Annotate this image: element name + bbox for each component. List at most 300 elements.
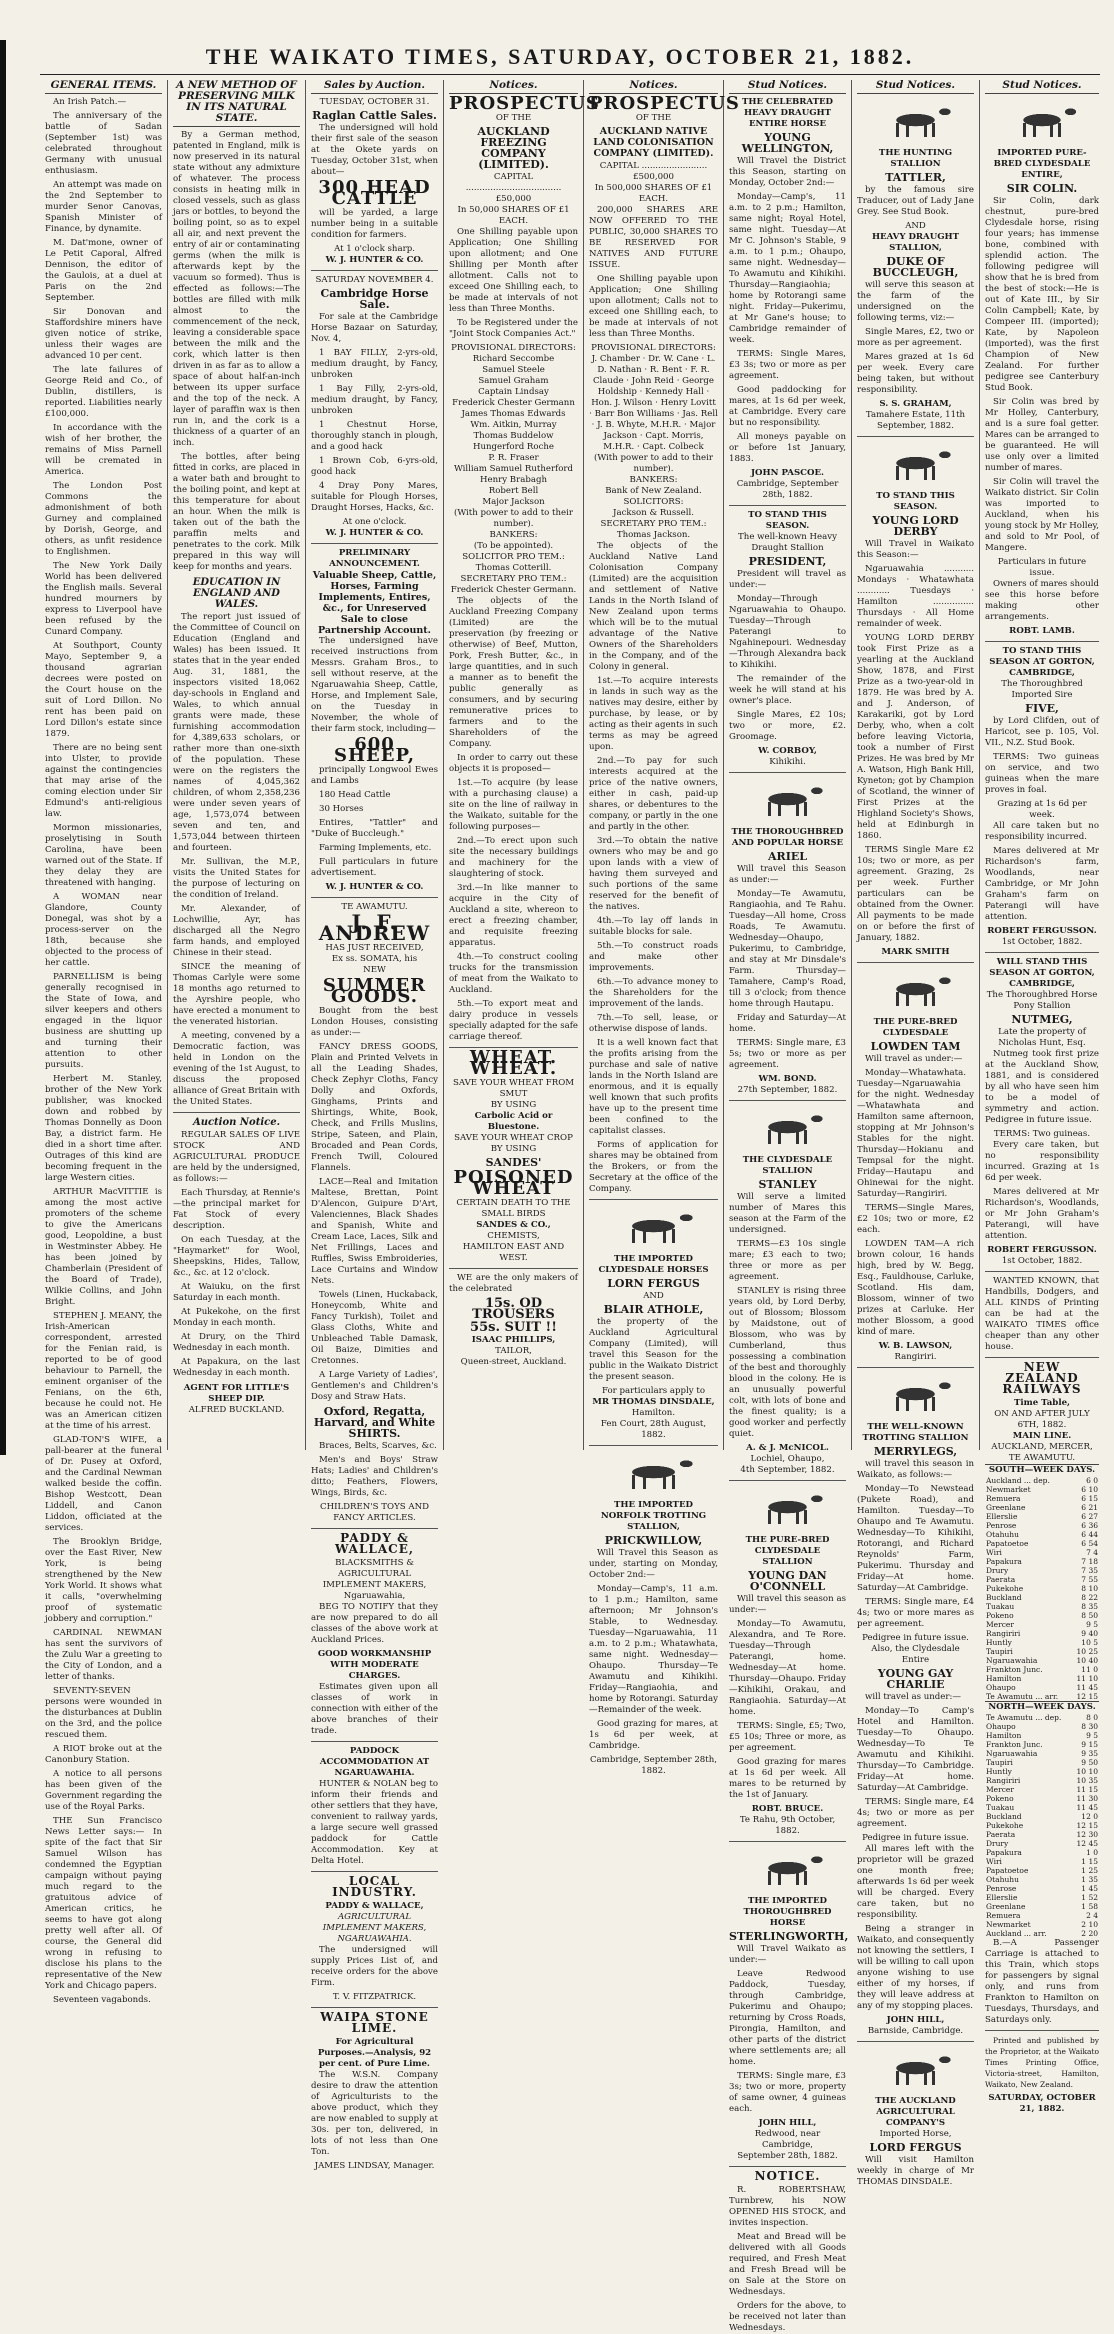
news-item: At Southport, County Mayo, September 9, a thousand agrarian decrees were posted on the Court house on the suit of Lord Dillon. No rent has been paid on Lord Dillon's estate since 1879. bbox=[45, 641, 162, 739]
stallion-terms: TERMS: Single mare, £3 5s; two or more as per agreement. bbox=[729, 1038, 846, 1070]
stallion-text: by Lord Clifden, out of Haricot, see p. 105, Vol. VII., N.Z. Stud Book. bbox=[985, 716, 1099, 748]
and-line: AND bbox=[643, 1291, 664, 1301]
timetable-row bbox=[985, 1521, 1099, 1530]
prospectus-text: (With power to add to their number). bbox=[454, 508, 573, 529]
stallion-name: FIVE, bbox=[1025, 702, 1059, 715]
timetable-row bbox=[985, 1794, 1099, 1803]
stallion-name: STERLINGWORTH, bbox=[729, 1930, 849, 1943]
prospectus-heading: PROSPECTUS bbox=[449, 93, 600, 114]
station-name: Ellerslie bbox=[986, 1512, 1018, 1521]
station-name: Mercer bbox=[986, 1785, 1014, 1794]
station-name: Pukekohe bbox=[986, 1821, 1024, 1830]
departure-time: 10 40 bbox=[1076, 1656, 1098, 1665]
departure-time: 6 54 bbox=[1081, 1539, 1098, 1548]
dateline: Kihikihi. bbox=[769, 757, 806, 767]
wheat-text: SAVE YOUR WHEAT CROP bbox=[454, 1133, 573, 1143]
news-item: STEPHEN J. MEANY, the Irish-American correspondent, arrested for the Fenian raid, is reported to be of good behaviour to Parnell, the eminent organiser of the Fenians, on the 6th, because he could not. He was an American citizen at the time of his arrest. bbox=[45, 1311, 162, 1431]
auction-item: Each Thursday, at Rennie's—the principal market for Fat Stock of every description. bbox=[173, 1188, 300, 1231]
stallion-text: LOWDEN TAM—A rich brown colour, 16 hands high, bred by W. Begg, Esq., Fauldhouse, Carluke, Scotland. His dam, Blossom, winner of two prizes at Carluke. Her mother Blossom, a good kind of mare. bbox=[857, 1239, 974, 1337]
director-name: Wm. Aitkin, Murray bbox=[470, 420, 557, 430]
stock-list-item: Farming Implements, etc. bbox=[319, 843, 432, 853]
departure-time: 11 45 bbox=[1076, 1683, 1098, 1692]
timetable-date: ON AND AFTER JULY 6TH, 1882. bbox=[994, 1409, 1090, 1430]
horse-illustration bbox=[735, 777, 840, 823]
director-name: James Thomas Edwards bbox=[461, 409, 566, 419]
director-name: Samuel Graham bbox=[478, 376, 549, 386]
station-name: Remuera bbox=[986, 1911, 1021, 1920]
general-items-body bbox=[45, 97, 162, 2006]
signature: MARK SMITH bbox=[881, 947, 950, 957]
sale-time: At 1 o'clock sharp. bbox=[334, 244, 415, 254]
business-slogan: GOOD WORKMANSHIP WITH MODERATE CHARGES. bbox=[317, 1649, 432, 1681]
sale-list-item: 1 BAY FILLY, 2-yrs-old, medium draught, by Fancy, unbroken bbox=[311, 348, 438, 380]
timetable-row bbox=[985, 1593, 1099, 1602]
article-paragraph: The bottles, after being fitted in corks, are placed in a water bath and brought to the boiling point, and kept at this temperature for about an hour. When the milk is taken out of the bath the paraffin melts and penetrates to the cork. Milk prepared in this way will keep for months and years. bbox=[173, 452, 300, 572]
divider bbox=[857, 436, 974, 437]
news-item: A WOMAN near Glandore, County Donegal, was shot by a process-server on the 18th, because she objected to the process of her cattle. bbox=[45, 892, 162, 968]
stallion-text: Being a stranger in Waikato, and consequently not knowing the settlers, I will be willing to call upon anyone wishing to use either of my horses, if they will leave address at any of my stopping places. bbox=[857, 1924, 975, 2011]
objects-list bbox=[589, 676, 718, 1035]
stallion-route: Monday—Camp's, 11 a.m. to 1 p.m.; Hamilton, same afternoon; Mr Johnson's Stable, to Wednesday. Tuesday—Ngaruawahia, 11 a.m. to 2 p.m.; Whatawhata, same night. Wednesday—Ohaupo. Thursday—Te Awamutu and Kihikihi. Friday—Rangiaohia, and home by Rotorangi. Saturday—Remainder of the week. bbox=[589, 1584, 718, 1715]
signature: ROBT. LAMB. bbox=[1009, 626, 1075, 636]
divider bbox=[857, 1367, 974, 1368]
station-name: Newmarket bbox=[986, 1485, 1031, 1494]
departure-time: 10 35 bbox=[1076, 1776, 1098, 1785]
stallion-text: Good grazing for mares, at 1s 6d per week, at Cambridge. bbox=[589, 1719, 718, 1751]
divider bbox=[311, 897, 438, 898]
object-item: 6th.—To advance money to the Shareholders for the improvement of the lands. bbox=[589, 977, 718, 1009]
north-heading: NORTH—WEEK DAYS. bbox=[985, 1701, 1099, 1713]
stallion-route: Monday—Te Awamutu, Rangiaohia, and Te Rahu. Tuesday—All home, Cross Roads, Te Awamutu. Wednesday—Ohaupo, Pukerimu, to Cambridge, and stay at Mr Dinsdale's Farm. Thursday—Tamahere, Camp's Road, till 3 o'clock; from thence home through Hautapu. bbox=[729, 889, 846, 1009]
stallion-route: Monday—Camp's, 11 a.m. to 2 p.m.; Hamilton, same night; Royal Hotel, same night. Tuesday—At Mr C. Johnson's Stable, 9 a.m. to 1 p.m.; Ohaupo, same night. Wednesday—To Awamutu and Kihikihi. Thursday—Rangiaohia; home by Rotorangi same night. Friday—Pukerimu, at Mr Gane's house; to Cambridge remainder of week. bbox=[729, 192, 846, 345]
timetable-row bbox=[985, 1812, 1099, 1821]
new-label: NEW bbox=[363, 965, 386, 975]
timetable-note: B.—A Passenger Carriage is attached to this Train, which stops for passengers by signal only, and runs from Frankton to Hamilton on Tuesdays, Thursdays, and Saturdays only. bbox=[985, 1938, 1099, 2025]
departure-time: 12 15 bbox=[1076, 1821, 1098, 1830]
wheat-text: BY USING bbox=[490, 1144, 537, 1154]
merchant-name: J. F. ANDREW bbox=[318, 910, 431, 945]
object-item: 1st.—To acquire (by lease with a purchasing clause) a site on the line of railway in the Waikato, suitable for the following purposes— bbox=[449, 778, 578, 832]
directors-heading: PROVISIONAL DIRECTORS: bbox=[451, 343, 576, 353]
timetable-row bbox=[985, 1767, 1099, 1776]
station-name: Buckland bbox=[986, 1593, 1022, 1602]
imprint: Printed and published by the Proprietor, at the Waikato Times Printing Office, Victoria-street, Hamilton, Waikato, New Zealand. bbox=[985, 2036, 1099, 2089]
departure-time: 7 4 bbox=[1086, 1548, 1098, 1557]
signature: JOHN PASCOE. bbox=[750, 468, 825, 478]
objects-list bbox=[449, 778, 578, 1043]
news-item: Mormon missionaries, proselytising in South Carolina, have been warned out of the State. If they delay they are threatened with hanging. bbox=[45, 823, 162, 888]
stallion-terms: TERMS—£3 10s single mare; £3 each to two; three or more as per agreement. bbox=[729, 1239, 846, 1282]
business-name: PADDY & WALLACE, bbox=[325, 1901, 424, 1911]
company-name: AUCKLAND FREEZING COMPANY (LIMITED). bbox=[477, 125, 550, 171]
column-head: Stud Notices. bbox=[729, 80, 846, 94]
timetable-row bbox=[985, 1674, 1099, 1683]
announcement-title: Valuable Sheep, Cattle, Horses, Farming Implements, Entires, &c., for Unreserved Sale to close Partnership Account. bbox=[312, 570, 437, 636]
station-name: Newmarket bbox=[986, 1920, 1031, 1929]
column-stud-notices-2 bbox=[852, 79, 980, 2187]
business-trade: AGRICULTURAL IMPLEMENT MAKERS, NGARUAWAHIA. bbox=[322, 1912, 427, 1944]
departure-time: 6 36 bbox=[1081, 1521, 1098, 1530]
departure-time: 9 50 bbox=[1081, 1758, 1098, 1767]
column-stud-notices-3 bbox=[980, 79, 1104, 2114]
departure-time: 7 18 bbox=[1081, 1557, 1098, 1566]
wheat-text: CERTAIN DEATH TO THE SMALL BIRDS bbox=[456, 1198, 571, 1219]
horse-illustration bbox=[863, 2046, 968, 2092]
station-name: Papakura bbox=[986, 1557, 1022, 1566]
stallion-text: Will Travel in Waikato this Season:— bbox=[857, 539, 974, 560]
station-name: Penrose bbox=[986, 1884, 1017, 1893]
business-location: Queen-street, Auckland. bbox=[460, 1357, 567, 1367]
contact-location: Hamilton. bbox=[631, 1408, 676, 1418]
horse-sale-list bbox=[311, 348, 438, 514]
news-item: Sir Donovan and Staffordshire miners have given notice of strike, unless their wages are advanced 10 per cent. bbox=[45, 307, 162, 361]
secretary-value: Thomas Jackson. bbox=[616, 530, 691, 540]
horse-illustration bbox=[595, 1450, 711, 1496]
station-name: Taupiri bbox=[986, 1758, 1013, 1767]
station-name: Drury bbox=[986, 1839, 1009, 1848]
stallion-text: Will Travel this Season as under, starting on Monday, October 2nd:— bbox=[589, 1548, 718, 1580]
departure-time: 12 45 bbox=[1076, 1839, 1098, 1848]
stallion-text: The well-known Heavy Draught Stallion bbox=[738, 532, 837, 553]
news-item: The late failures of George Reid and Co., of Dublin, distillers, is reported. Liabilities nearly £100,000. bbox=[45, 365, 162, 419]
auction-item: At Drury, on the Third Wednesday in each month. bbox=[173, 1332, 300, 1353]
station-name: Ngaruawahia bbox=[986, 1749, 1038, 1758]
prospectus-text: To be Registered under the "Joint Stock Companies Act." bbox=[449, 318, 578, 339]
secretary-heading: SECRETARY PRO TEM.: bbox=[600, 519, 707, 529]
station-name: Rangiriri bbox=[986, 1629, 1021, 1638]
stallion-route: Monday—Whatawhata. Tuesday—Ngaruawahia for the night. Wednesday—Whatawhata and Hamilton same afternoon, stopping at Mr Johnson's Stables for the night. Thursday—Hokianu and Tempsal for the night. Friday—Hautapu and Ohinewai for the night. Saturday—Rangiriri. bbox=[857, 1068, 974, 1199]
divider bbox=[729, 2166, 846, 2167]
station-name: Te Awamutu ... arr. bbox=[986, 1692, 1059, 1701]
stallion-text: Will travel as under:— bbox=[865, 1054, 963, 1064]
station-name: Tuakau bbox=[986, 1803, 1015, 1812]
stallion-heading: THE THOROUGHBRED AND POPULAR HORSE bbox=[731, 827, 844, 848]
stallion-name: BLAIR ATHOLE, bbox=[603, 1303, 704, 1316]
goods-text: FANCY DRESS GOODS, Plain and Printed Velvets in all the Leading Shades, Check Zephyr Cloths, Fancy Dolly and Oxfords, Ginghams, Prints and Shirtings, White, Book, Check, and Frills Muslins, Stripe, Sateen, and Plain, Brocaded and Pean Cords, French Twill, Coloured Flannels. bbox=[311, 1042, 438, 1173]
prospectus-text: 200,000 SHARES ARE NOW OFFERED TO THE PUBLIC, 30,000 SHARES TO BE RESERVED FOR NATIVES AND FUTURE ISSUE. bbox=[589, 205, 718, 270]
bankers-heading: BANKERS: bbox=[489, 530, 538, 540]
stallion-text: For particulars apply to bbox=[602, 1386, 705, 1396]
stallion-route: Monday—To Camp's Hotel and Hamilton. Tuesday—To Ohaupo. Wednesday—To Te Awamutu and Kihikihi. Thursday—To Cambridge. Friday—At home. Saturday—At Cambridge. bbox=[857, 1706, 974, 1793]
dateline: Redwood, near Cambridge, bbox=[754, 2129, 821, 2150]
timetable-row bbox=[985, 1929, 1099, 1938]
timetable-row bbox=[985, 1911, 1099, 1920]
station-name: Hamilton bbox=[986, 1731, 1022, 1740]
timetable-row bbox=[985, 1620, 1099, 1629]
wheat-text: BY USING bbox=[490, 1100, 537, 1110]
news-item: Herbert M. Stanley, brother of the New York publisher, was knocked down and robbed by Thomas Donnelly as Doon Bay, a district farm. He died in a short time after. Outrages of this kind are becoming frequent in the large Western cities. bbox=[45, 1074, 162, 1183]
station-name: Greenlane bbox=[986, 1503, 1026, 1512]
sale-title: Raglan Cattle Sales. bbox=[312, 109, 437, 122]
auction-item: At Papakura, on the last Wednesday in each month. bbox=[173, 1357, 300, 1378]
shirts-line: Oxford, Regatta, Harvard, and White SHIRTS. bbox=[313, 1405, 436, 1440]
goods-text: Men's and Boys' Straw Hats; Ladies' and Children's ditto; Feathers, Flowers, Wings, Birds, &c. bbox=[311, 1455, 438, 1498]
horse-illustration bbox=[863, 967, 968, 1013]
departure-time: 1 45 bbox=[1081, 1884, 1098, 1893]
stallion-text: Will visit Hamilton weekly in charge of Mr THOMAS DINSDALE. bbox=[857, 2155, 974, 2187]
director-name: Thomas Buddelow bbox=[473, 431, 554, 441]
divider bbox=[985, 641, 1099, 642]
stallion-text: Sir Colin, dark chestnut, pure-bred Clydesdale horse, rising four years; has immense bone, combined with splendid action. The following pedigree will show that he is bred from the best of stock:—He is out of Kate III., by Sir Colin Campbell; Kate, by Compeer III. (imported); Kate, by Napoleon (imported), was the first Champion of New Zealand. For further pedigree see Canterbury Stud Book. bbox=[985, 196, 1099, 393]
route-label: AUCKLAND, MERCER, TE AWAMUTU. bbox=[991, 1442, 1093, 1463]
timetable-row bbox=[985, 1503, 1099, 1512]
departure-time: 1 15 bbox=[1081, 1857, 1098, 1866]
stallion-text: The remainder of the week he will stand at his owner's place. bbox=[729, 674, 846, 706]
station-name: Pokeno bbox=[986, 1611, 1014, 1620]
timetable-row bbox=[985, 1920, 1099, 1929]
lime-subheading: For Agricultural Purposes.—Analysis, 92 per cent. of Pure Lime. bbox=[317, 2037, 432, 2069]
object-item: 3rd.—To obtain the native owners who may be and go upon lands with a view of having them surveyed and such portions of the same reserved for the benefit of the natives. bbox=[589, 836, 718, 912]
news-item: In accordance with the wish of her brother, the remains of Miss Parnell will be cremated in America. bbox=[45, 423, 162, 477]
sale-list-item: 1 Brown Cob, 6-yrs-old, good hack bbox=[311, 456, 438, 477]
summer-goods-heading: SUMMER GOODS. bbox=[322, 975, 427, 1007]
departure-time: 6 27 bbox=[1081, 1512, 1098, 1521]
stallion-heading: HEAVY DRAUGHT STALLION, bbox=[871, 232, 960, 253]
departure-time: 6 10 bbox=[1081, 1485, 1098, 1494]
departure-time: 7 55 bbox=[1081, 1575, 1098, 1584]
column-head: Notices. bbox=[589, 80, 718, 94]
stallion-heading: THE PURE-BRED CLYDESDALE STALLION bbox=[745, 1535, 830, 1567]
horse-illustration bbox=[863, 441, 968, 487]
departure-time: 2 4 bbox=[1086, 1911, 1098, 1920]
article-paragraph: SINCE the meaning of Thomas Carlyle were some 18 months ago returned to the Ayrshire people, who have erected a monument to the venerated historian. bbox=[173, 962, 300, 1027]
news-item: An attempt was made on the 2nd September to murder Senor Canovas, Spanish Minister of Finance, by dynamite. bbox=[45, 180, 162, 234]
timetable-row bbox=[985, 1611, 1099, 1620]
column-notices-freezing bbox=[444, 79, 600, 1450]
news-item: A RIOT broke out at the Canonbury Station. bbox=[45, 1744, 162, 1765]
education-body bbox=[173, 612, 300, 1108]
dateline: Cambridge, September 28th, 1882. bbox=[736, 479, 839, 500]
south-timetable bbox=[985, 1476, 1099, 1701]
stallion-heading: THE AUCKLAND AGRICULTURAL COMPANY'S bbox=[875, 2096, 956, 2128]
paddock-text: HUNTER & NOLAN beg to inform their friends and other settlers that they have, convenient to railway yards, a large secure well grassed paddock for Cattle Accommodation. Key at Delta Hotel. bbox=[311, 1779, 438, 1866]
contact-name: MR THOMAS DINSDALE, bbox=[592, 1397, 715, 1407]
stallion-text: will serve this season at the farm of the undersigned on the following terms, viz:— bbox=[857, 280, 974, 323]
notice-text: Orders for the above, to be received not later than Wednesdays. bbox=[729, 2301, 846, 2333]
divider bbox=[311, 1871, 438, 1872]
divider bbox=[589, 1199, 718, 1200]
stallion-text: by the famous sire Traducer, out of Lady Jane Grey. See Stud Book. bbox=[857, 185, 974, 217]
prospectus-text: Forms of application for shares may be obtained from the Brokers, or from the Secretary at the office of the Company. bbox=[589, 1140, 718, 1194]
sale-title: Cambridge Horse Sale. bbox=[320, 287, 429, 311]
object-item: 4th.—To construct cooling trucks for the transmission of meat from the Waikato to Auckland. bbox=[449, 952, 578, 995]
column-head: Sales by Auction. bbox=[311, 80, 438, 94]
departure-time: 1 0 bbox=[1086, 1848, 1098, 1857]
horse-illustration bbox=[595, 1204, 711, 1250]
timetable-row bbox=[985, 1758, 1099, 1767]
departure-time: 1 58 bbox=[1081, 1902, 1098, 1911]
timetable-row bbox=[985, 1602, 1099, 1611]
stallion-name: PRESIDENT, bbox=[748, 555, 827, 568]
director-name: Major Jackson bbox=[482, 497, 545, 507]
news-item: ARTHUR MacVITTIE is among the most active promoters of the scheme to give the Americans good, Leopoldine, a bust in Westminster Abbey. He has been joined by Chamberlain (President of the Board of Trade), Wilkie Collins, and John Bright. bbox=[45, 1187, 162, 1307]
stallion-name: SIR COLIN. bbox=[1006, 182, 1078, 195]
timetable-row bbox=[985, 1629, 1099, 1638]
signature: ROBT. BRUCE. bbox=[751, 1804, 824, 1814]
directors-heading: PROVISIONAL DIRECTORS: bbox=[591, 343, 716, 353]
divider bbox=[729, 1480, 846, 1481]
stallion-text: Grazing at 1s 6d per week. bbox=[997, 799, 1087, 820]
announcement-text: Full particulars in future advertisement. bbox=[311, 857, 438, 878]
station-name: Huntly bbox=[986, 1767, 1012, 1776]
departure-time: 8 22 bbox=[1081, 1593, 1098, 1602]
timetable-row bbox=[985, 1902, 1099, 1911]
director-name: Captain Lindsay bbox=[478, 387, 549, 397]
director-name: William Samuel Rutherford bbox=[453, 464, 574, 474]
object-item: 1st.—To acquire interests in lands in such way as the natives may desire, either by purchase, by lease, or by acting as their agents in such terms as may be agreed upon. bbox=[589, 676, 718, 752]
sale-text: For sale at the Cambridge Horse Bazaar on Saturday, Nov. 4, bbox=[311, 312, 438, 344]
station-name: Buckland bbox=[986, 1812, 1022, 1821]
stallion-heading: THE CELEBRATED HEAVY DRAUGHT ENTIRE HORSE bbox=[741, 97, 834, 129]
prospectus-text: The objects of the Auckland Freezing Company (Limited) are the preservation (by freezing or otherwise) of Beef, Mutton, Pork, Fresh Butter, &c., in large quantities, and in such a manner as to benefit the public generally as consumers, and by securing remunerative prices to farmers and to the Shareholders of the Company. bbox=[449, 596, 578, 749]
stallion-name: NUTMEG, bbox=[1011, 1013, 1073, 1026]
stallion-text: Imported Horse, bbox=[879, 2129, 952, 2139]
secretary-heading: SECRETARY PRO TEM.: bbox=[460, 574, 567, 584]
stallion-text: the property of the Auckland Agricultural Company (Limited), will travel this Season for the public in the Waikato District the present season. bbox=[589, 1317, 718, 1382]
news-item: The London Post Commons the admonishment of both Gurney and complained by Dorish, George, and others, as unfit residence to Englishmen. bbox=[45, 481, 162, 557]
lime-heading: WAIPA STONE LIME. bbox=[320, 2010, 429, 2035]
stallion-route: Leave Redwood Paddock, Tuesday, through Cambridge, Pukerimu and Ohaupo; returning by Cross Roads, Pirongia, Hamilton, and other parts of the district where settlements are; all home. bbox=[729, 1969, 846, 2067]
sale-date: TUESDAY, OCTOBER 31. bbox=[319, 97, 430, 107]
stallion-text: Will travel this season as under:— bbox=[729, 1594, 846, 1615]
timetable-row bbox=[985, 1683, 1099, 1692]
stallion-route: Monday—To Newstead (Pukete Road), and Hamilton. Tuesday—To Ohaupo and Te Awamutu. Wednesday—To Kihikihi, Rotorangi, and Richard Reynolds' Farm, Pukerimu. Thursday and Friday—At home. Saturday—At Cambridge. bbox=[857, 1484, 974, 1593]
news-item: An Irish Patch.— bbox=[53, 97, 127, 107]
stallion-name: YOUNG GAY CHARLIE bbox=[877, 1667, 954, 1691]
object-item: 5th.—To construct roads and make other improvements. bbox=[589, 941, 718, 973]
director-name: Frederick Chester Germann bbox=[452, 398, 575, 408]
stallion-text: Will travel this Season as under:— bbox=[729, 864, 846, 885]
stallion-name: DUKE OF BUCCLEUGH, bbox=[872, 255, 959, 279]
stallion-text: Mares delivered at Mr Richardson's, Woodlands, or Mr John Graham's Paterangi, will have attention. bbox=[985, 1187, 1099, 1241]
station-name: Wiri bbox=[986, 1548, 1002, 1557]
timetable-row bbox=[985, 1656, 1099, 1665]
column-head: GENERAL ITEMS. bbox=[45, 80, 162, 94]
page-edge-bar bbox=[0, 40, 6, 1455]
stallion-text: Pedigree in future issue. bbox=[862, 1833, 969, 1843]
timetable-row bbox=[985, 1776, 1099, 1785]
goods-text: A Large Variety of Ladies', Gentlemen's and Children's Dosy and Straw Hats. bbox=[311, 1370, 438, 1402]
timetable-row bbox=[985, 1731, 1099, 1740]
departure-time: 11 30 bbox=[1076, 1794, 1098, 1803]
lime-text: The W.S.N. Company desire to draw the attention of Agriculturists to the above product, which they are now enabled to supply at 30s. per ton, delivered, in lots of not less than One Ton. bbox=[311, 2070, 438, 2157]
stallion-heading: THE CLYDESDALE STALLION bbox=[742, 1155, 833, 1176]
sale-text: will be yarded, a large number being in a suitable condition for farmers. bbox=[311, 208, 438, 240]
object-item: 3rd.—In like manner to acquire in the City of Auckland a site, whereon to erect a freezing chamber, and requisite freezing apparatus. bbox=[449, 883, 578, 948]
news-item: The anniversary of the battle of Sadan (September 1st) was celebrated throughout Germany with unusual enthusiasm. bbox=[45, 111, 162, 176]
timetable-row bbox=[985, 1638, 1099, 1647]
tailor-text: WE are the only makers of the celebrated bbox=[449, 1273, 578, 1294]
dateline: Fen Court, 28th August, 1882. bbox=[600, 1419, 707, 1440]
divider bbox=[311, 543, 438, 544]
goods-text: CHILDREN'S TOYS AND FANCY ARTICLES. bbox=[320, 1502, 429, 1523]
timetable-row bbox=[985, 1866, 1099, 1875]
article-paragraph: The report just issued of the Committee of Council on Education (England and Wales) has been issued. It states that in the year ended Aug. 31, 1881, the inspectors visited 18,062 day-schools in England and Wales, to which annual grants were made, these furnishing accommodation for 4,389,633 scholars, or rather more than one-sixth of the population. These were on the registers the names of 4,045,362 children, of whom 2,358,236 were under seven years of age, 1,573,074 between seven and ten, and 1,573,044 between thirteen and fourteen. bbox=[173, 612, 300, 853]
dateline: Rangiriri. bbox=[894, 1352, 937, 1362]
column-head: Stud Notices. bbox=[857, 80, 974, 94]
stallion-text: The Thoroughbred Horse Pony Stallion bbox=[986, 990, 1098, 1011]
auction-item: At Pukekohe, on the first Monday in each month. bbox=[173, 1307, 300, 1328]
departure-time: 10 10 bbox=[1076, 1767, 1098, 1776]
column-head: Stud Notices. bbox=[985, 80, 1099, 94]
news-item: GLAD-TON'S WIFE, a pall-bearer at the funeral of Dr. Pusey at Oxford, and the Cardinal Newman walked beside the coffin. Bishop Westcott, Dean Liddell, and Canon Liddon, officiated at the services. bbox=[45, 1435, 162, 1533]
paddock-heading: PADDOCK ACCOMMODATION AT NGARUAWAHIA. bbox=[319, 1746, 430, 1778]
stallion-route: Ngaruawahia ........... Mondays · Whatawhata ............ Tuesdays · Hamilton ............... Thursdays · All Home remainder of week. bbox=[857, 564, 974, 629]
station-name: Frankton Junc. bbox=[986, 1740, 1043, 1749]
bankers-value: (To be appointed). bbox=[473, 541, 554, 551]
agent-line: AGENT FOR LITTLE'S SHEEP DIP. bbox=[183, 1383, 290, 1404]
news-item: CARDINAL NEWMAN has sent the survivors of the Zulu War a greeting to the City of London, and a letter of thanks. bbox=[45, 1628, 162, 1682]
timetable-row bbox=[985, 1893, 1099, 1902]
divider bbox=[589, 1445, 718, 1446]
departure-time: 1 35 bbox=[1081, 1875, 1098, 1884]
stallion-text: Owners of mares should see this horse before making other arrangements. bbox=[985, 579, 1099, 622]
dateline: 4th September, 1882. bbox=[740, 1465, 835, 1475]
divider bbox=[985, 1357, 1099, 1358]
wheat-heading: WHEAT. WHEAT. bbox=[469, 1047, 558, 1079]
stock-list-item: Entires, "Tattler" and "Duke of Buccleugh." bbox=[311, 818, 438, 839]
stallion-text: Sir Colin will travel the Waikato district. Sir Colin was imported to Auckland, when his young stock by Mr Holley, and sold to Mr Pool, of Mangere. bbox=[985, 477, 1099, 553]
stallion-name: LORN FERGUS bbox=[607, 1277, 700, 1290]
sale-text: The undersigned will hold their first sale of the season at the Okete yards on Tuesday, October 31st, when about— bbox=[311, 123, 438, 177]
divider bbox=[985, 1271, 1099, 1272]
station-name: Wiri bbox=[986, 1857, 1002, 1866]
dateline: Barnside, Cambridge. bbox=[867, 2026, 964, 2036]
departure-time: 10 5 bbox=[1081, 1638, 1098, 1647]
prospectus-of: OF THE bbox=[635, 113, 672, 123]
bankers-value: Bank of New Zealand. bbox=[605, 486, 702, 496]
stallion-text: Nutmeg took first prize at the Auckland Show, 1881, and is considered by all who have seen him to be a model of symmetry and action. Pedigree in future issue. bbox=[985, 1049, 1099, 1125]
stallion-text: will travel as under:— bbox=[865, 1692, 961, 1702]
director-name: Samuel Steele bbox=[482, 365, 545, 375]
company-name: AUCKLAND NATIVE LAND COLONISATION COMPANY (LIMITED). bbox=[593, 126, 714, 159]
stallion-terms: TERMS: Single mare, £4 4s; two or more as per agreement. bbox=[857, 1797, 974, 1829]
goods-text: Braces, Belts, Scarves, &c. bbox=[319, 1441, 437, 1451]
director-name: Robert Bell bbox=[488, 486, 539, 496]
object-item: 4th.—To lay off lands in suitable blocks for sale. bbox=[589, 916, 718, 937]
director-name: Henry Brabagh bbox=[479, 475, 548, 485]
stallion-name: ARIEL bbox=[768, 850, 807, 863]
signature: JOHN HILL, bbox=[758, 2118, 817, 2128]
timetable-row bbox=[985, 1884, 1099, 1893]
sheep-headline: 600 SHEEP, bbox=[334, 734, 415, 766]
station-name: Huntly bbox=[986, 1638, 1012, 1647]
station-name: Greenlane bbox=[986, 1902, 1026, 1911]
secretary-value: Frederick Chester Germann. bbox=[450, 585, 577, 595]
divider bbox=[449, 1268, 578, 1269]
announcement-text: The undersigned have received instructions from Messrs. Graham Bros., to sell without reserve, at the Ngaruawahia Sheep, Cattle, Horse, and Implement Sale, on the Tuesday in November, the whole of their farm stock, including— bbox=[311, 636, 438, 734]
divider bbox=[729, 1841, 846, 1842]
column-sales-by-auction bbox=[306, 79, 444, 2171]
station-name: Auckland ... arr. bbox=[986, 1929, 1047, 1938]
stallion-text: All mares left with the proprietor will be grazed one month free; afterwards 1s 6d per week will be charged. Every care taken, but no responsibility. bbox=[857, 1844, 974, 1920]
masthead: THE WAIKATO TIMES, SATURDAY, OCTOBER 21, 1882. bbox=[205, 44, 915, 69]
stallion-terms: TERMS: Single mare, £3 3s; two or more, property of same owner, 4 guineas each. bbox=[729, 2071, 846, 2114]
stallion-name: YOUNG LORD DERBY bbox=[872, 514, 959, 538]
column-general-items bbox=[40, 79, 168, 2005]
divider bbox=[729, 505, 846, 506]
stallion-heading: THE IMPORTED CLYDESDALE HORSES bbox=[598, 1254, 709, 1275]
stallion-name: LOWDEN TAM bbox=[870, 1040, 961, 1053]
dateline: Tamahere Estate, 11th September, 1882. bbox=[865, 410, 966, 431]
stallion-text: Particulars in future issue. bbox=[997, 557, 1087, 578]
goods-text: Bought from the best London Houses, consisting as under:— bbox=[311, 1006, 438, 1038]
departure-time: 12 15 bbox=[1076, 1692, 1098, 1701]
station-name: Papatoetoe bbox=[986, 1539, 1029, 1548]
stallion-heading: IMPORTED PURE-BRED CLYDESDALE ENTIRE, bbox=[993, 148, 1091, 180]
auction-item: On each Tuesday, at the "Haymarket" for Wool, Sheepskins, Hides, Tallow, &c., &c. at 12 o'clock. bbox=[173, 1235, 300, 1278]
capital-line: CAPITAL ........................ £500,000 bbox=[599, 161, 708, 182]
